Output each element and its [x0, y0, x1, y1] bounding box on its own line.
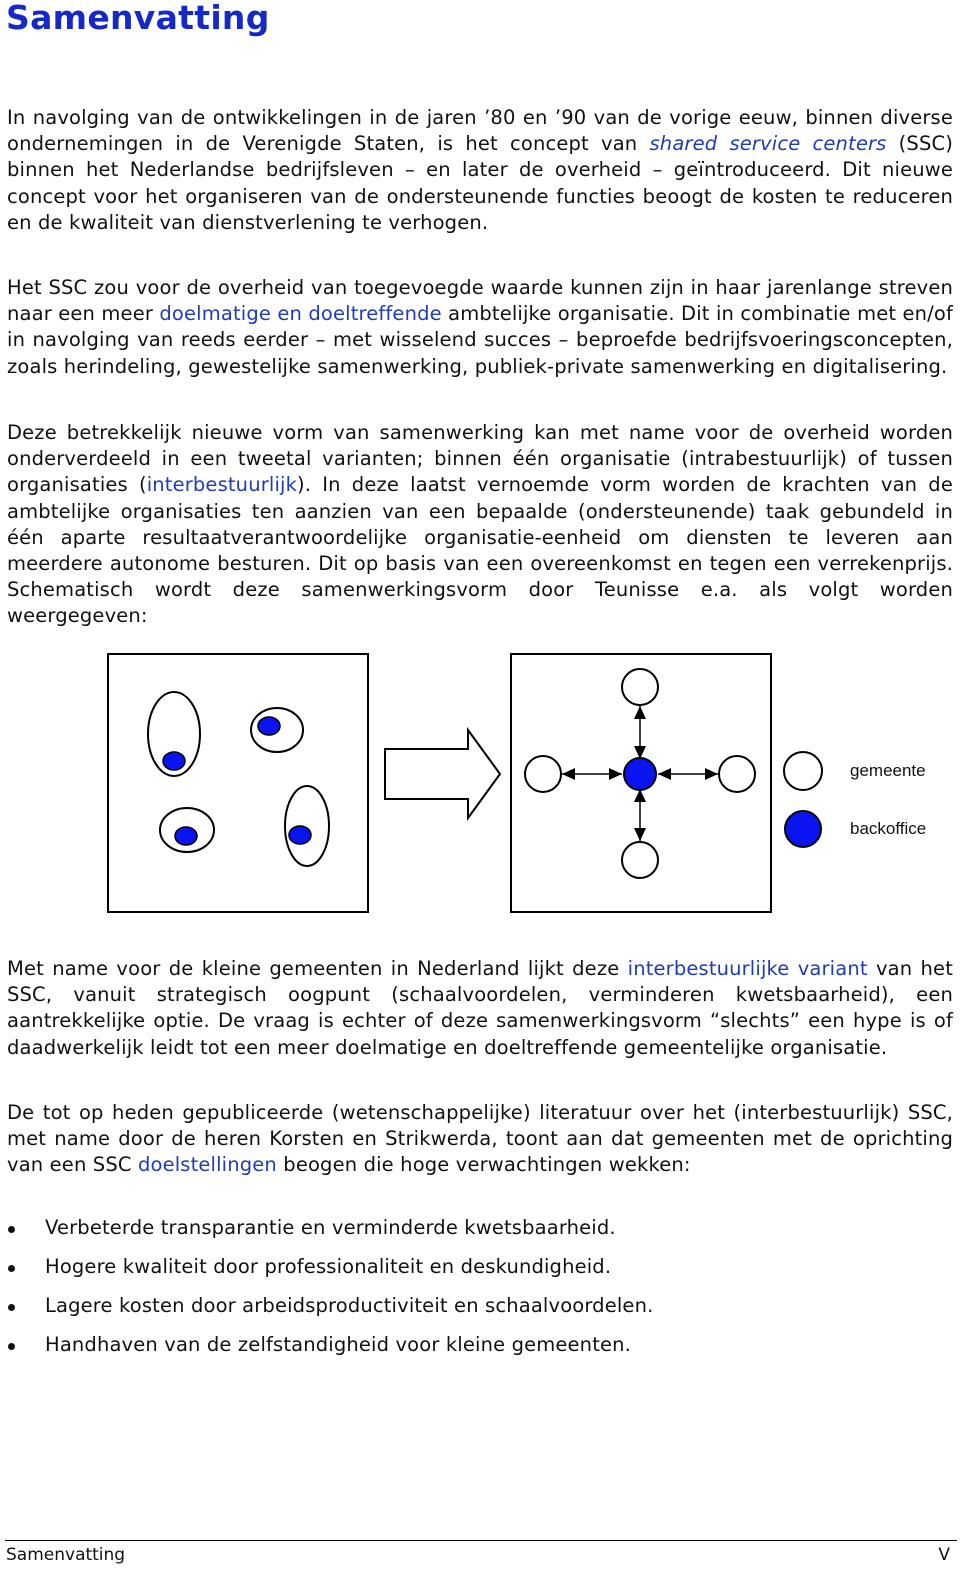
gemeente-circle-top: [622, 669, 658, 705]
municipality-group-2: [251, 708, 303, 752]
legend-label-backoffice: backoffice: [850, 819, 927, 838]
page-title: Samenvatting: [6, 0, 270, 37]
list-item: [0, 1254, 950, 1280]
gemeente-circle-bottom: [622, 842, 658, 878]
paragraph-text: Deze betrekkelijk nieuwe vorm van samenwerking kan met name voor de overheid worden onderverdeeld in een tweetal varianten; binnen één organisatie (intrabestuurlijk) of tussen organisaties (: [7, 421, 953, 497]
term-doelstellingen: doelstellingen: [137, 1153, 277, 1177]
list-item: [0, 1293, 950, 1319]
paragraph-text: De tot op heden gepubliceerde (wetenschappelijke) literatuur over het (interbestuurlijk) SSC, met name door de heren Korsten en Strikwerda, toont aan dat gemeenten met de oprichting van een SSC: [7, 1101, 953, 1177]
gemeente-circle-left: [525, 756, 561, 792]
list-item-text: Verbeterde transparantie en verminderde kwetsbaarheid.: [45, 1216, 616, 1239]
paragraph-literatuur: [7, 1100, 953, 1179]
municipality-group-3: [160, 808, 214, 852]
gemeente-circle-right: [719, 756, 755, 792]
shared-backoffice-circle: [624, 758, 656, 790]
paragraph-text: ambtelijke organisatie. Dit in combinatie met en/of in navolging van reeds eerder – met wisselend succes – beproefde bedrijfsvoeringsconcepten, zoals herindeling, gewestelijke samenwerking, publiek-private samenwerking en digitalisering.: [7, 302, 953, 378]
doelstellingen-list: [0, 1215, 950, 1371]
paragraph-text: Met name voor de kleine gemeenten in Nederland lijkt deze: [7, 957, 628, 980]
ssc-schema-diagram: [0, 648, 960, 928]
term-doelmatig-doeltreffend: doelmatige en doeltreffende: [159, 302, 442, 326]
list-item: [0, 1332, 950, 1358]
transition-arrow-icon: [385, 730, 500, 818]
term-interbestuurlijke-variant: interbestuurlijke variant: [627, 957, 868, 980]
bullet-icon: [8, 1226, 15, 1233]
term-interbestuurlijk: interbestuurlijk: [146, 473, 298, 497]
bullet-icon: [8, 1265, 15, 1272]
paragraph-text: In navolging van de ontwikkelingen in de jaren ’80 en ’90 van de vorige eeuw, binnen diverse ondernemingen in de Verenigde Staten, is het concept van: [7, 106, 953, 156]
footer-divider: [5, 1540, 957, 1541]
footer-section-title: Samenvatting: [6, 1545, 126, 1565]
list-item-text: Handhaven van de zelfstandigheid voor kleine gemeenten.: [45, 1333, 631, 1356]
backoffice-dot: [163, 752, 185, 770]
gemeente-circle: [285, 786, 329, 866]
municipality-group-1: [148, 692, 200, 776]
backoffice-dot: [289, 826, 311, 844]
before-box: [108, 654, 368, 912]
footer-page-number: V: [938, 1545, 950, 1565]
legend-label-gemeente: gemeente: [850, 761, 926, 780]
paragraph-government: [7, 275, 953, 380]
paragraph-text: ). In deze laatst vernoemde vorm worden de krachten van de ambtelijke organisaties ten aanzien van een bepaalde (ondersteunende) taak gebundeld in één aparte resultaatverantwoordelijke organisatie-eenheid om diensten te leveren aan meerdere autonome besturen. Dit op basis van een overeenkomst en tegen een verrekenprijs. Schematisch wordt deze samenwerkingsvorm door Teunisse e.a. als volgt worden weergegeven:: [7, 473, 953, 628]
paragraph-varianten: [7, 420, 953, 630]
ssc-schema-figure: [0, 648, 960, 928]
legend-backoffice-swatch: [785, 811, 821, 847]
legend-gemeente-swatch: [784, 752, 822, 790]
bullet-icon: [8, 1304, 15, 1311]
list-item: [0, 1215, 950, 1241]
backoffice-dot: [258, 717, 280, 735]
paragraph-text: beogen die hoge verwachtingen wekken:: [276, 1153, 691, 1177]
municipality-group-4: [285, 786, 329, 866]
bullet-icon: [8, 1343, 15, 1350]
list-item-text: Hogere kwaliteit door professionaliteit en deskundigheid.: [45, 1255, 612, 1278]
paragraph-kleine-gemeenten: [7, 956, 953, 1061]
term-shared-service-centers: shared service centers: [649, 132, 887, 156]
paragraph-text: van het SSC, vanuit strategisch oogpunt (schaalvoordelen, verminderen kwetsbaarheid), een aantrekkelijke optie. De vraag is echter of deze samenwerkingsvorm “slechts” een hype is of daadwerkelijk leidt tot een meer doelmatige en doeltreffende gemeentelijke organisatie.: [7, 957, 953, 1059]
paragraph-text: Het SSC zou voor de overheid van toegevoegde waarde kunnen zijn in haar jarenlange streven naar een meer: [7, 276, 953, 326]
paragraph-text: (SSC) binnen het Nederlandse bedrijfsleven – en later de overheid – geïntroduceerd. Dit nieuwe concept voor het organiseren van de ondersteunende functies beoogt de kosten te reduceren en de kwaliteit van dienstverlening te verhogen.: [7, 132, 954, 234]
list-item-text: Lagere kosten door arbeidsproductiviteit en schaalvoordelen.: [45, 1294, 654, 1317]
paragraph-intro: [7, 105, 953, 236]
backoffice-dot: [175, 827, 197, 845]
